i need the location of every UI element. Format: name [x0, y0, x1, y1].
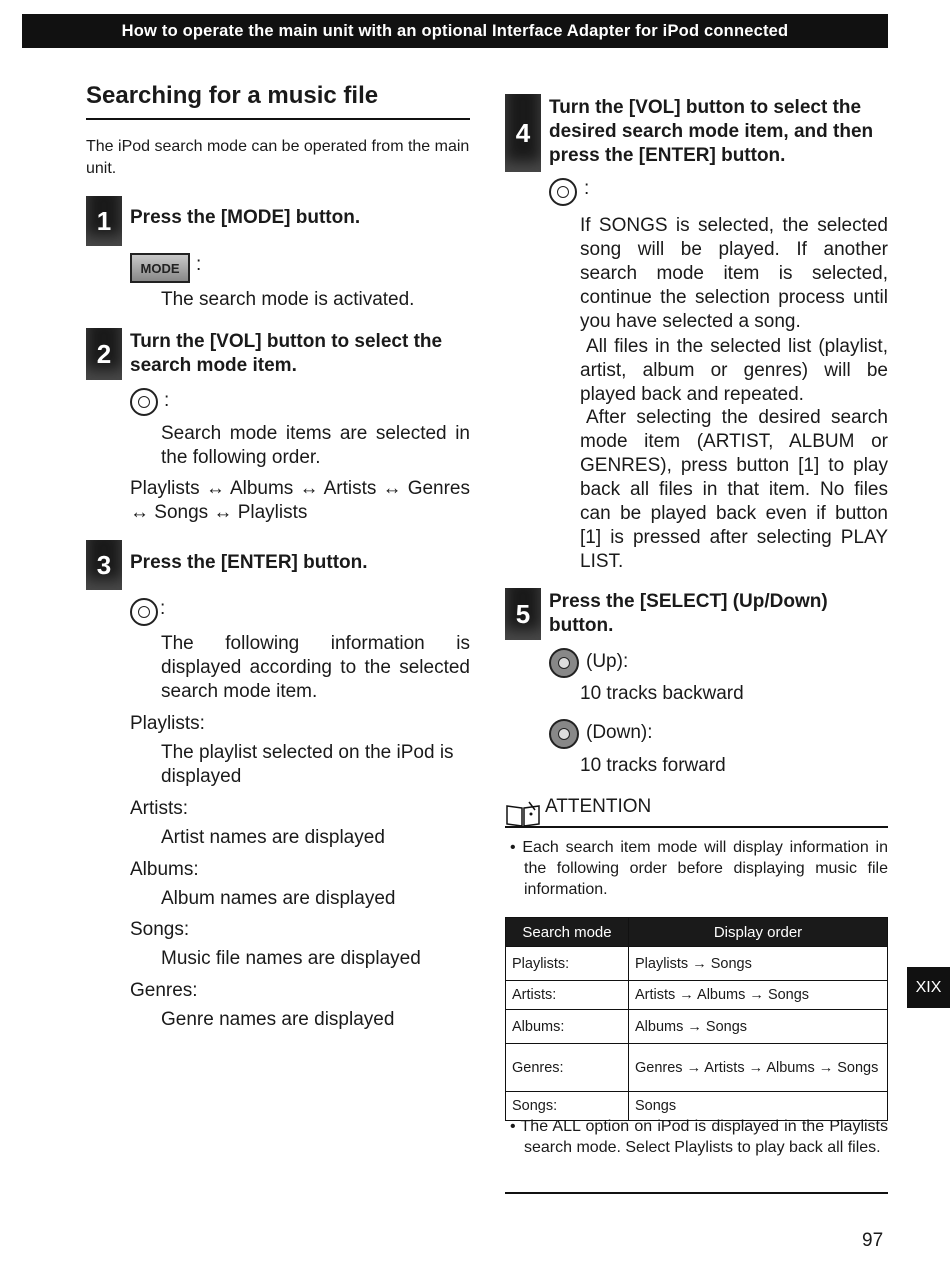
intro-text: The iPod search mode can be operated from the main unit.	[86, 138, 470, 177]
step-3-text: The following information is displayed according to the selected search mode item.	[161, 633, 470, 702]
table-cell: Songs	[629, 1092, 888, 1121]
table-cell: Albums:	[506, 1010, 629, 1044]
book-icon	[505, 800, 541, 828]
step-number: 5	[505, 588, 541, 640]
item-label: Songs:	[130, 919, 190, 940]
step-title: Press the [SELECT] (Up/Down) button.	[549, 591, 828, 636]
search-order: Playlists ↔ Albums ↔ Artists ↔ Genres ↔ Songs ↔ Playlists	[130, 478, 470, 523]
enter-button-icon	[549, 178, 577, 206]
colon: :	[160, 598, 166, 619]
step-4-paragraph-1: If SONGS is selected, the selected song will be played. If another search mode item is selected, continue the selection process until you have selected a song.	[580, 215, 888, 332]
step-title: Turn the [VOL] button to select the search mode item.	[130, 331, 443, 376]
chapter-tab: XIX	[907, 967, 950, 1008]
table-header: Display order	[629, 918, 888, 947]
table-header-row	[506, 918, 888, 947]
vol-knob-icon	[130, 388, 158, 416]
item-label: Genres:	[130, 980, 198, 1001]
enter-button-icon	[130, 598, 158, 626]
down-text: 10 tracks forward	[580, 755, 726, 776]
item-desc: Album names are displayed	[161, 888, 396, 909]
step-2-text: Search mode items are selected in the following order.	[161, 423, 470, 468]
table-row	[506, 1010, 888, 1044]
display-order-table	[505, 917, 888, 1121]
item-desc: Artist names are displayed	[161, 827, 385, 848]
item-desc: The playlist selected on the iPod is displayed	[161, 742, 454, 787]
step-4-paragraph-3: After selecting the desired search mode item (ARTIST, ALBUM or GENRES), press button [1] to play back all files in that item. No files can be played back even if button [1] is pressed after selecting PLAY LIST.	[580, 407, 888, 572]
colon: :	[164, 390, 170, 411]
attention-label: ATTENTION	[545, 796, 652, 817]
colon: :	[196, 254, 202, 275]
step-title: Press the [MODE] button.	[130, 207, 361, 228]
up-label: (Up):	[586, 651, 629, 672]
table-row	[506, 981, 888, 1010]
step-title: Press the [ENTER] button.	[130, 552, 368, 573]
section-title: Searching for a music file	[86, 82, 470, 120]
step-number: 1	[86, 196, 122, 246]
table-row	[506, 1044, 888, 1092]
attention-bullet-2: • The ALL option on iPod is displayed in the Playlists search mode. Select Playlists to play back all files.	[510, 1118, 888, 1156]
attention-bullet-1: • Each search item mode will display information in the following order before displaying music file information.	[510, 839, 888, 898]
step-4-paragraph-2: All files in the selected list (playlist, artist, album or genres) will be played back and repeated.	[580, 336, 888, 405]
mode-button-icon: MODE	[130, 253, 190, 283]
step-1-text: The search mode is activated.	[161, 289, 415, 310]
step-number: 3	[86, 540, 122, 590]
table-cell: Artists → Albums → Songs	[629, 981, 888, 1010]
table-cell: Genres:	[506, 1044, 629, 1092]
step-number: 2	[86, 328, 122, 380]
item-label: Playlists:	[130, 713, 205, 734]
item-label: Albums:	[130, 859, 199, 880]
colon: :	[584, 178, 590, 199]
down-label: (Down):	[586, 722, 653, 743]
attention-heading	[505, 796, 888, 828]
item-label: Artists:	[130, 798, 189, 819]
select-down-icon	[549, 719, 579, 749]
table-header: Search mode	[506, 918, 629, 947]
table-cell: Songs:	[506, 1092, 629, 1121]
item-desc: Music file names are displayed	[161, 948, 421, 969]
step-number: 4	[505, 94, 541, 172]
table-cell: Genres → Artists → Albums → Songs	[629, 1044, 888, 1092]
step-title: Turn the [VOL] button to select the desired search mode item, and then press the [ENTER] button.	[549, 97, 874, 166]
table-cell: Playlists:	[506, 947, 629, 981]
page-number: 97	[862, 1230, 884, 1251]
table-cell: Playlists → Songs	[629, 947, 888, 981]
select-up-icon	[549, 648, 579, 678]
table-cell: Artists:	[506, 981, 629, 1010]
page-header: How to operate the main unit with an optional Interface Adapter for iPod connected	[22, 14, 888, 48]
table-row	[506, 947, 888, 981]
divider	[505, 1192, 888, 1194]
up-text: 10 tracks backward	[580, 683, 744, 704]
table-cell: Albums → Songs	[629, 1010, 888, 1044]
item-desc: Genre names are displayed	[161, 1009, 395, 1030]
